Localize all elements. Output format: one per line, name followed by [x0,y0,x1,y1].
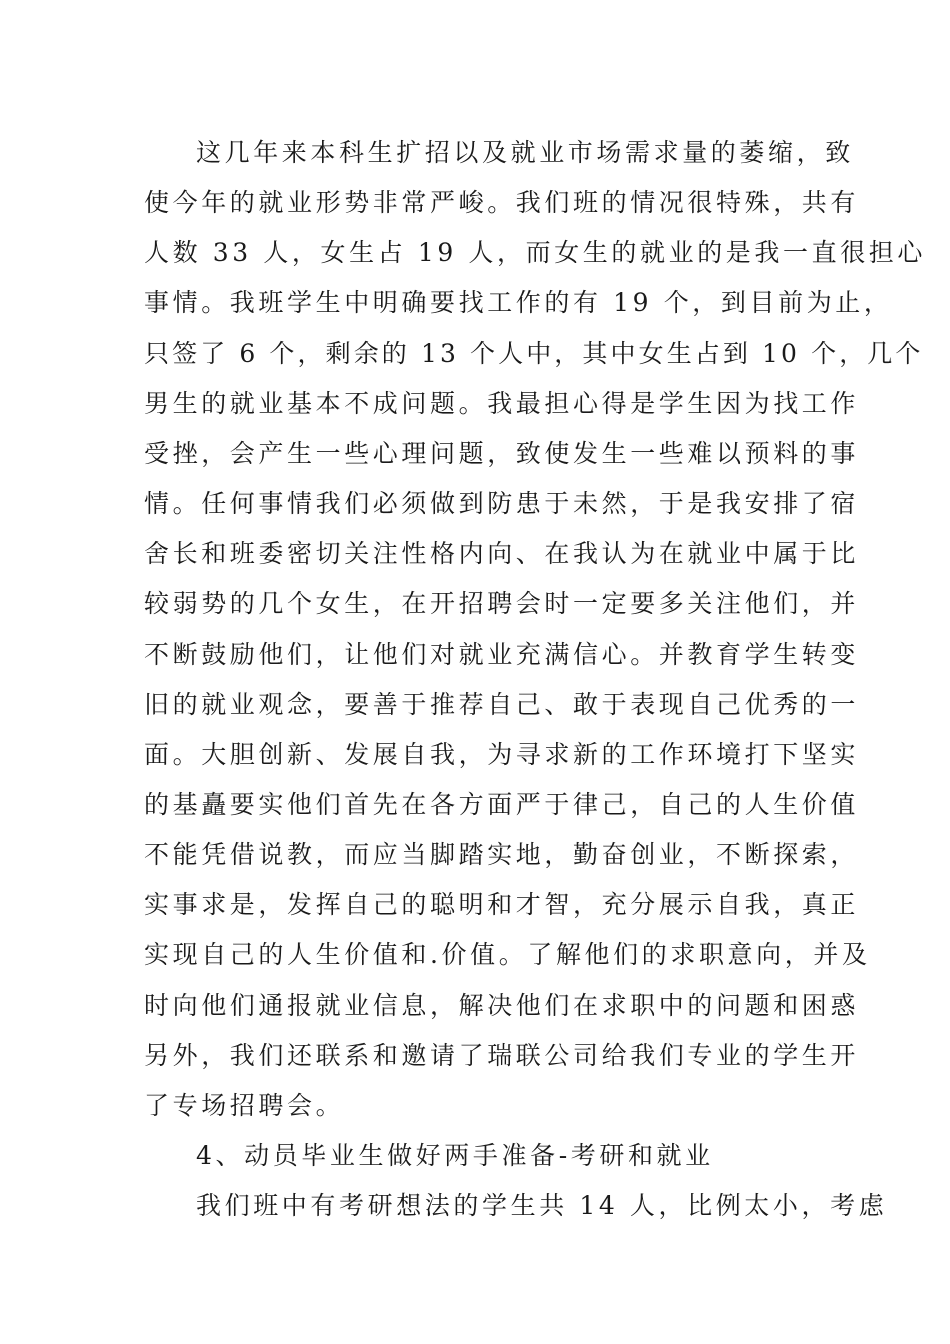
text-line: 实事求是，发挥自己的聪明和才智，充分展示自我，真正 [144,890,860,920]
text-line: 另外，我们还联系和邀请了瑞联公司给我们专业的学生开 [144,1040,860,1070]
text-line: 旧的就业观念，要善于推荐自己、敢于表现自己优秀的一 [144,689,860,719]
text-line: 人数 33 人，女生占 19 人，而女生的就业的是我一直很担心 [144,238,927,268]
text-line: 使今年的就业形势非常严峻。我们班的情况很特殊，共有 [144,188,860,218]
text-line: 4、动员毕业生做好两手准备-考研和就业 [196,1141,714,1170]
text-line: 舍长和班委密切关注性格内向、在我认为在就业中属于比 [144,539,860,569]
text-line: 受挫，会产生一些心理问题，致使发生一些难以预料的事 [144,438,860,468]
text-line: 了专场招聘会。 [144,1090,345,1120]
text-line: 较弱势的几个女生，在开招聘会时一定要多关注他们，并 [144,589,860,619]
text-line: 我们班中有考研想法的学生共 14 人，比例太小，考虑 [196,1191,888,1221]
text-line: 只签了 6 个，剩余的 13 个人中，其中女生占到 10 个，几个 [144,338,924,368]
text-line: 实现自己的人生价值和.价值。了解他们的求职意向，并及 [144,940,871,970]
text-line: 男生的就业基本不成问题。我最担心得是学生因为找工作 [144,388,860,418]
text-line: 这几年来本科生扩招以及就业市场需求量的萎缩，致 [196,138,854,167]
text-line: 不断鼓励他们，让他们对就业充满信心。并教育学生转变 [144,639,860,669]
text-line: 不能凭借说教，而应当脚踏实地，勤奋创业，不断探索， [144,840,860,870]
text-line: 情。任何事情我们必须做到防患于未然，于是我安排了宿 [144,489,860,519]
text-line: 事情。我班学生中明确要找工作的有 19 个，到目前为止， [144,288,893,318]
text-line: 时向他们通报就业信息，解决他们在求职中的问题和困惑 [144,990,860,1020]
text-line: 面。大胆创新、发展自我，为寻求新的工作环境打下坚实 [144,739,860,769]
text-line: 的基矗要实他们首先在各方面严于律己，自己的人生价值 [144,789,860,819]
